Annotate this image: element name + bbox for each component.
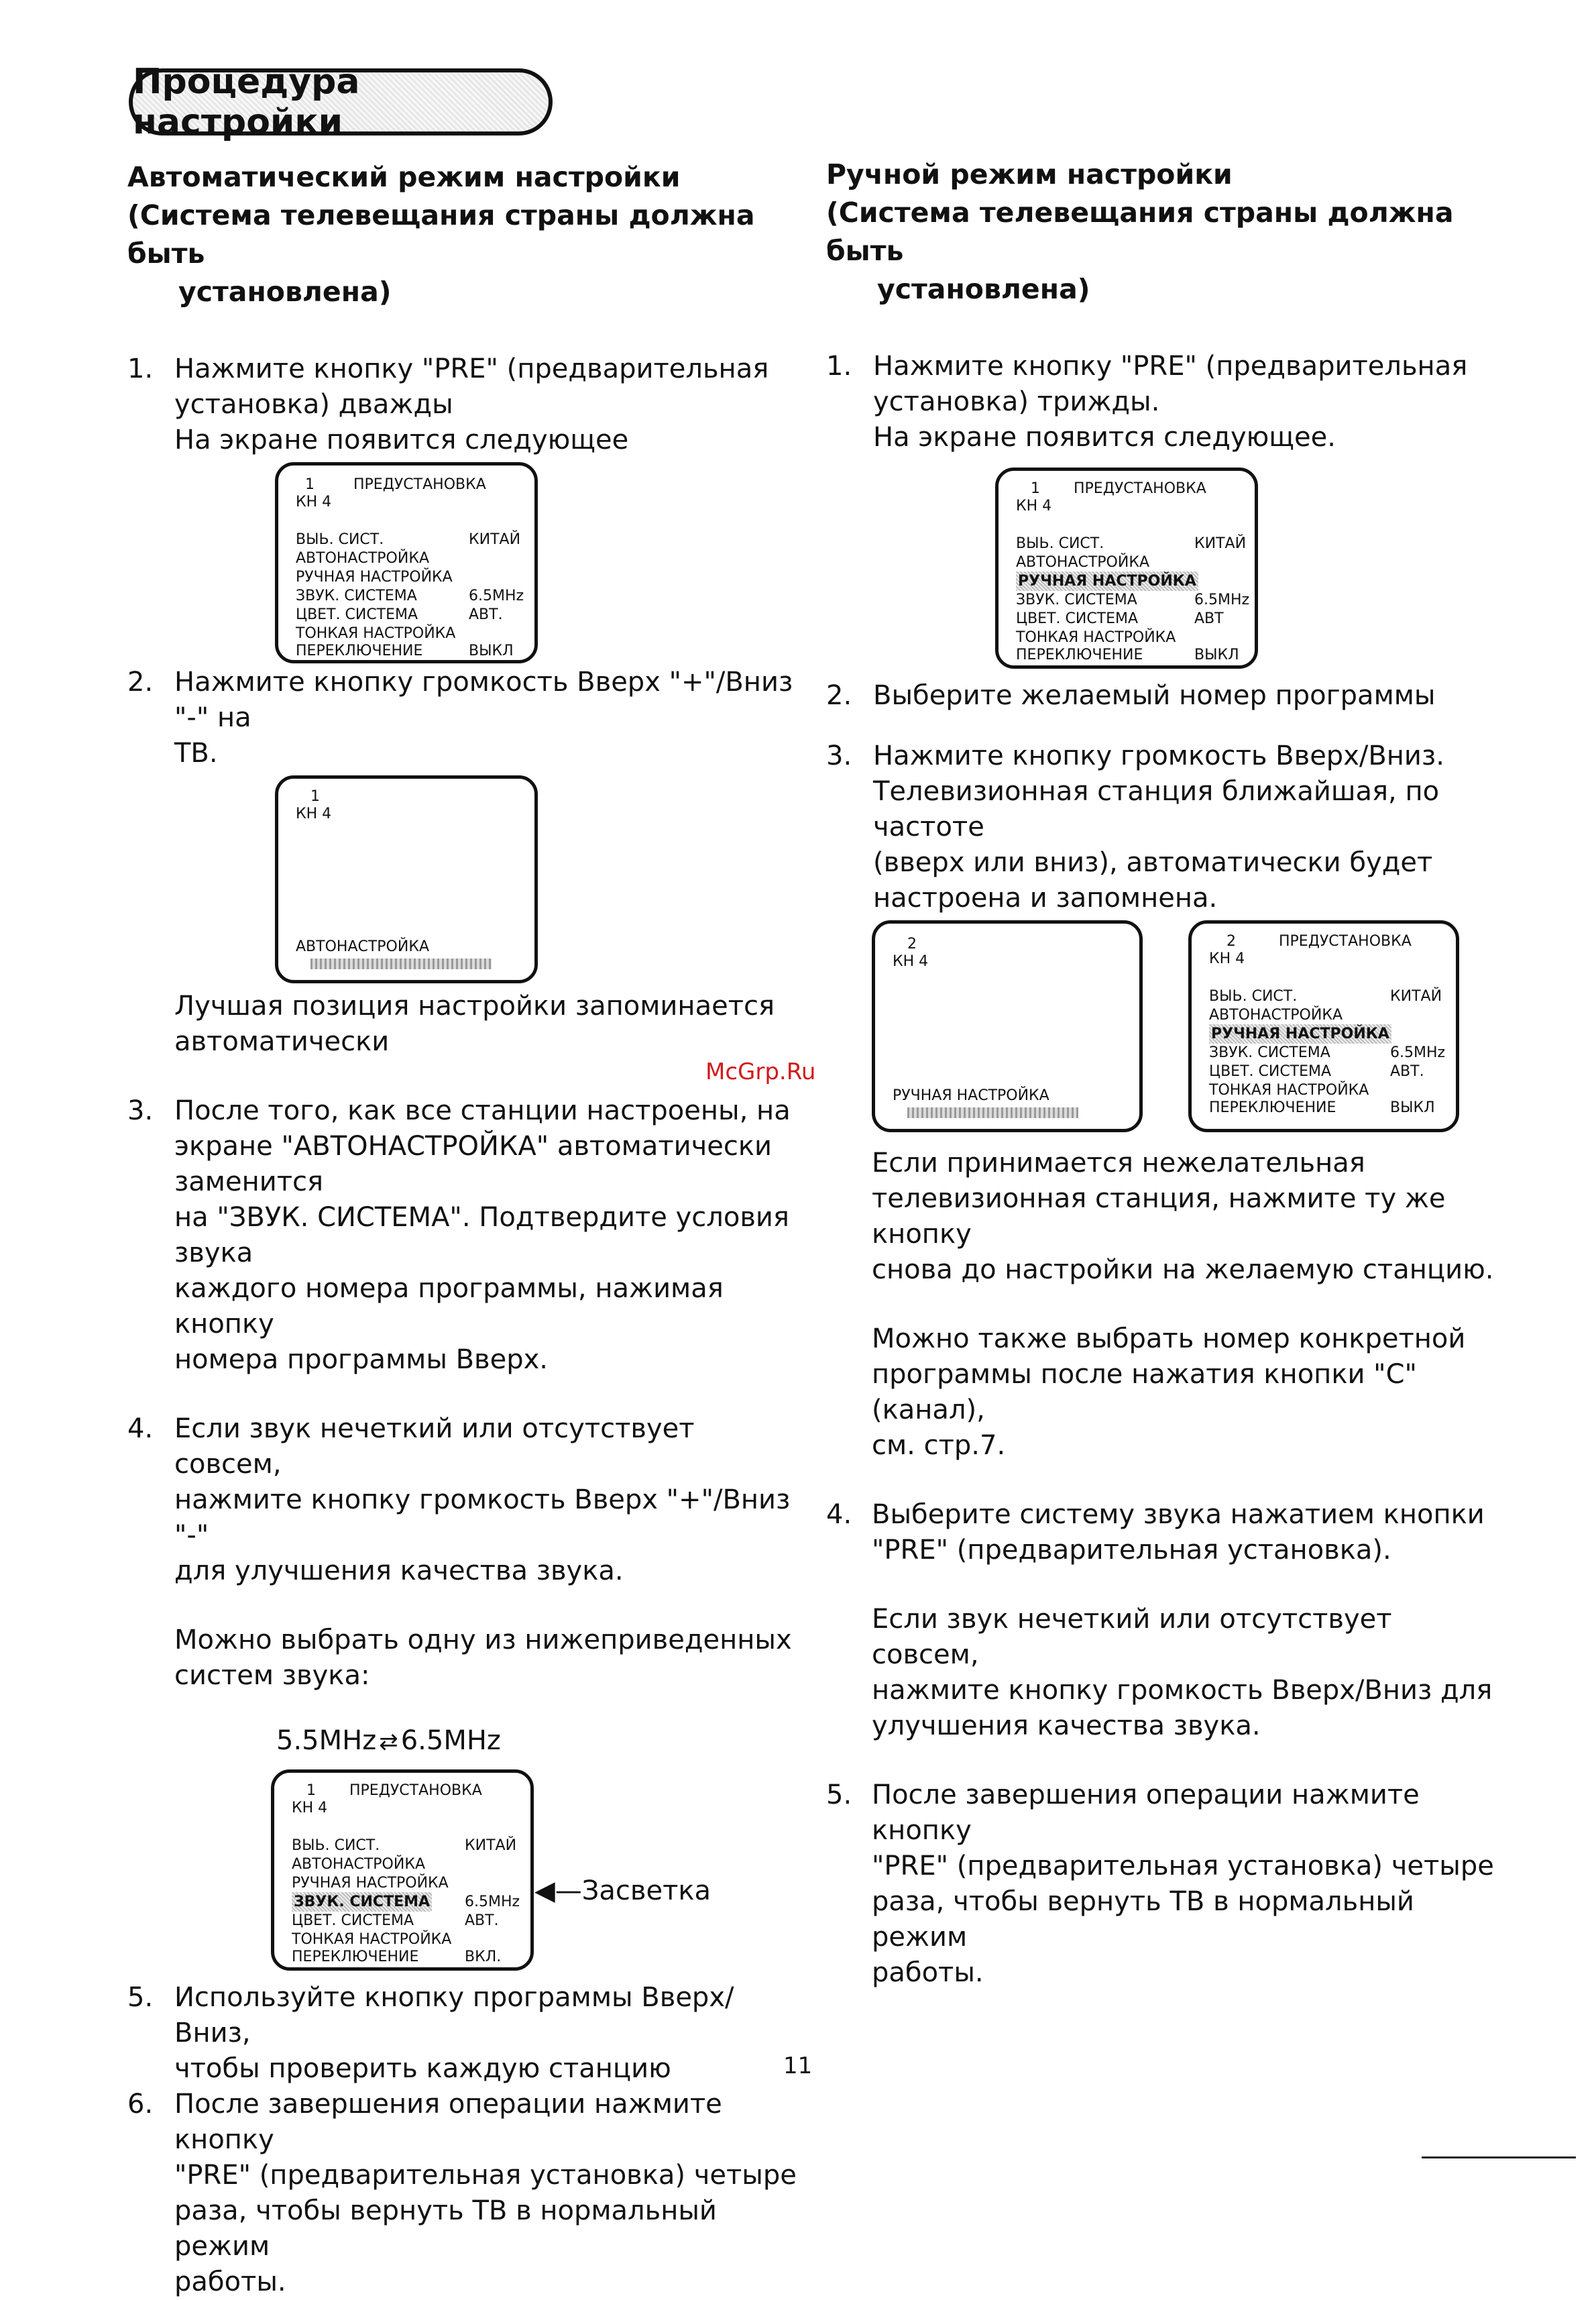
right-step-3 xyxy=(826,738,1503,916)
menu-row-label: ЦВЕТ. СИСТЕМА xyxy=(1209,1063,1332,1080)
menu-row-value: КИТАЙ xyxy=(1194,535,1247,552)
step-text: Нажмите кнопку громкость Вверх "+"/Вниз "-" на xyxy=(174,667,793,733)
step-number: 3. xyxy=(826,741,852,771)
menu-row-label: ВЫЬ. СИСТ. xyxy=(1016,535,1104,552)
left-heading-line: Автоматический режим настройки xyxy=(127,161,681,193)
note-text: см. стр.7. xyxy=(872,1430,1006,1461)
right-step-2 xyxy=(826,678,1503,714)
screen-channel: КН 4 xyxy=(1016,498,1052,514)
menu-row-label: ПЕРЕКЛЮЧЕНИЕ xyxy=(1016,647,1143,663)
right-step-4 xyxy=(826,1497,1503,1568)
menu-row-label: ВЫЬ. СИСТ. xyxy=(296,531,384,548)
left-note-4 xyxy=(127,1623,805,1694)
tv-screen-preset-left-1 xyxy=(275,462,538,663)
menu-row-label: ЦВЕТ. СИСТЕМА xyxy=(292,1912,414,1929)
menu-row-label: АВТОНАСТРОЙКА xyxy=(292,1856,425,1873)
step-number: 3. xyxy=(127,1095,154,1126)
step-number: 5. xyxy=(826,1779,852,1810)
tuning-progress-fill xyxy=(310,959,492,969)
step-number: 1. xyxy=(826,351,852,382)
step-text: установка) дважды xyxy=(174,389,453,420)
menu-row-label: ПЕРЕКЛЮЧЕНИЕ xyxy=(292,1949,419,1965)
step-number: 5. xyxy=(127,1982,154,2013)
menu-row-label: АВТОНАСТРОЙКА xyxy=(1209,1007,1343,1024)
menu-row-label: ТОНКАЯ НАСТРОЙКА xyxy=(1016,629,1176,646)
screen-menu-title: ПРЕДУСТАНОВКА xyxy=(1074,480,1206,497)
menu-row-label: ЦВЕТ. СИСТЕМА xyxy=(296,606,418,623)
menu-row-label: ПЕРЕКЛЮЧЕНИЕ xyxy=(296,643,423,659)
sound-option-a: 5.5MHz xyxy=(276,1725,377,1756)
screen-program-number: 1 xyxy=(310,788,320,805)
left-step-2 xyxy=(127,665,805,771)
menu-row-label: ЦВЕТ. СИСТЕМА xyxy=(1016,610,1139,627)
note-text: систем звука: xyxy=(174,1660,370,1691)
note-text: нажмите кнопку громкость Вверх/Вниз для xyxy=(872,1675,1493,1706)
screen-menu-title: ПРЕДУСТАНОВКА xyxy=(353,476,486,493)
left-note-2 xyxy=(127,989,805,1060)
menu-row-label-highlighted: РУЧНАЯ НАСТРОЙКА xyxy=(1209,1024,1391,1044)
right-column xyxy=(826,156,1503,1991)
step-number: 1. xyxy=(127,353,154,384)
corner-rule xyxy=(1422,2156,1576,2158)
menu-row-label: ТОНКАЯ НАСТРОЙКА xyxy=(296,625,456,642)
menu-row-label: РУЧНАЯ НАСТРОЙКА xyxy=(292,1875,449,1892)
menu-row-label: АВТОНАСТРОЙКА xyxy=(296,550,429,567)
menu-row-value: ВЫКЛ xyxy=(1194,647,1239,663)
menu-row-value: КИТАЙ xyxy=(1390,988,1442,1005)
menu-row-value: КИТАЙ xyxy=(469,531,521,548)
right-note-3b xyxy=(826,1321,1503,1464)
step-text: На экране появится следующее xyxy=(174,425,629,455)
step-number: 2. xyxy=(127,667,154,698)
sound-system-toggle xyxy=(276,1723,805,1760)
screen-program-number: 2 xyxy=(907,936,917,952)
menu-row-label: ЗВУК. СИСТЕМА xyxy=(1209,1044,1330,1061)
menu-row-label-highlighted: ЗВУК. СИСТЕМА xyxy=(292,1892,432,1912)
step-text: "PRE" (предварительная установка) четыре xyxy=(174,2160,797,2191)
right-heading-line: установлена) xyxy=(877,273,1090,305)
note-text: программы после нажатия кнопки "С" (канал), xyxy=(872,1359,1417,1425)
screen-channel: КН 4 xyxy=(1209,950,1245,967)
step-text: "PRE" (предварительная установка) четыре xyxy=(872,1851,1494,1881)
step-text: установка) трижды. xyxy=(873,386,1160,417)
menu-row-value: ВКЛ. xyxy=(465,1949,502,1965)
menu-row-label: ЗВУК. СИСТЕМА xyxy=(296,588,417,604)
swap-arrows-icon: ⇄ xyxy=(379,1729,398,1755)
menu-row-label: ВЫЬ. СИСТ. xyxy=(1209,988,1298,1005)
note-text: Можно выбрать одну из нижеприведенных xyxy=(174,1625,792,1655)
step-text: После завершения операции нажмите кнопку xyxy=(174,2089,722,2155)
screen-channel: КН 4 xyxy=(292,1800,328,1816)
left-step-6 xyxy=(127,2087,805,2300)
screen-program-number: 1 xyxy=(305,476,315,493)
screen-mode-label: АВТОНАСТРОЙКА xyxy=(296,938,429,955)
note-text: Если звук нечеткий или отсутствует совсем, xyxy=(872,1604,1392,1670)
right-heading-line: (Система телевещания страны должна быть xyxy=(826,197,1454,267)
note-text: улучшения качества звука. xyxy=(872,1710,1261,1741)
step-text: (вверх или вниз), автоматически будет xyxy=(873,847,1433,878)
page-number: 11 xyxy=(783,2052,813,2079)
tuning-progress-fill xyxy=(907,1107,1078,1118)
left-step-1 xyxy=(127,351,805,458)
menu-row-label: ЗВУК. СИСТЕМА xyxy=(1016,592,1137,608)
tuning-progress-bar xyxy=(310,959,512,969)
menu-row-value: АВТ. xyxy=(1390,1063,1424,1080)
tuning-progress-bar xyxy=(907,1107,1108,1118)
left-step-3 xyxy=(127,1093,805,1378)
menu-row-value: АВТ. xyxy=(469,606,503,623)
note-text: Можно также выбрать номер конкретной xyxy=(872,1323,1466,1354)
screen-channel: КН 4 xyxy=(893,953,929,970)
left-column xyxy=(127,158,805,2300)
watermark: McGrp.Ru xyxy=(705,1058,816,1085)
step-text: "PRE" (предварительная установка). xyxy=(872,1535,1391,1566)
step-text: Нажмите кнопку "PRE" (предварительная xyxy=(873,351,1468,382)
screen-program-number: 2 xyxy=(1227,933,1236,950)
step-text: для улучшения качества звука. xyxy=(174,1555,624,1586)
right-screens-row xyxy=(826,920,1503,1142)
screen-channel: КН 4 xyxy=(296,494,332,510)
menu-row-label: ТОНКАЯ НАСТРОЙКА xyxy=(1209,1082,1369,1099)
screen-menu-title: ПРЕДУСТАНОВКА xyxy=(349,1782,482,1799)
menu-row-value: 6.5MHz xyxy=(1390,1044,1446,1061)
tv-screen-sound-highlight xyxy=(271,1769,711,1971)
step-number: 2. xyxy=(826,680,852,711)
step-text: номера программы Вверх. xyxy=(174,1344,549,1375)
step-text: на "ЗВУК. СИСТЕМА". Подтвердите условия звука xyxy=(174,1202,789,1268)
step-text: каждого номера программы, нажимая кнопку xyxy=(174,1273,724,1339)
step-text: работы. xyxy=(174,2266,286,2297)
step-text: Выберите желаемый номер программы xyxy=(873,680,1436,711)
screen-program-number: 1 xyxy=(1031,480,1040,497)
right-heading-line: Ручной режим настройки xyxy=(826,158,1233,190)
menu-row-label: АВТОНАСТРОЙКА xyxy=(1016,554,1149,571)
step-text: чтобы проверить каждую станцию xyxy=(174,2053,671,2084)
right-note-4 xyxy=(826,1602,1503,1744)
page-title xyxy=(129,62,553,142)
menu-row-value: 6.5MHz xyxy=(465,1894,520,1910)
tv-screen-preset-right-2 xyxy=(1188,920,1459,1132)
screen-mode-label: РУЧНАЯ НАСТРОЙКА xyxy=(893,1087,1049,1104)
step-text: работы. xyxy=(872,1957,984,1988)
tv-screen-autotune xyxy=(275,775,538,983)
step-text: раза, чтобы вернуть ТВ в нормальный режим xyxy=(174,2195,717,2262)
left-heading-line: (Система телевещания страны должна быть xyxy=(127,199,755,270)
step-text: Выберите систему звука нажатием кнопки xyxy=(872,1499,1485,1530)
note-text: Лучшая позиция настройки запоминается xyxy=(174,991,775,1022)
tv-screen-manual-tune xyxy=(872,920,1143,1132)
step-text: Нажмите кнопку "PRE" (предварительная xyxy=(174,353,769,384)
page-title-text: Процедура настройки xyxy=(133,62,360,142)
step-number: 4. xyxy=(127,1413,154,1444)
menu-row-label: РУЧНАЯ НАСТРОЙКА xyxy=(296,569,453,586)
menu-row-value: 6.5MHz xyxy=(469,588,524,604)
left-heading xyxy=(127,158,805,311)
menu-row-label: ПЕРЕКЛЮЧЕНИЕ xyxy=(1209,1099,1336,1116)
note-text: снова до настройки на желаемую станцию. xyxy=(872,1254,1494,1285)
arrow-left-icon: ◀— xyxy=(534,1875,582,1906)
menu-row-value: АВТ xyxy=(1194,610,1224,627)
highlight-callout xyxy=(534,1875,711,1906)
menu-row-value: ВЫКЛ xyxy=(469,643,514,659)
left-step-5 xyxy=(127,1980,805,2087)
step-number: 6. xyxy=(127,2089,154,2120)
menu-row-value: АВТ. xyxy=(465,1912,499,1929)
left-heading-line: установлена) xyxy=(178,276,392,308)
step-number: 4. xyxy=(826,1499,852,1530)
right-step-1 xyxy=(826,349,1503,455)
step-text: На экране появится следующее. xyxy=(873,422,1336,453)
screen-menu-title: ПРЕДУСТАНОВКА xyxy=(1279,933,1412,950)
sound-option-b: 6.5MHz xyxy=(400,1725,501,1756)
right-note-3a xyxy=(826,1146,1503,1288)
menu-row-label: ТОНКАЯ НАСТРОЙКА xyxy=(292,1931,452,1948)
step-text: Если звук нечеткий или отсутствует совсем, xyxy=(174,1413,695,1480)
highlight-callout-text: Засветка xyxy=(581,1875,711,1906)
note-text: Если принимается нежелательная xyxy=(872,1148,1365,1179)
step-text: Нажмите кнопку громкость Вверх/Вниз. xyxy=(873,741,1444,771)
menu-row-value: ВЫКЛ xyxy=(1390,1099,1435,1116)
right-heading xyxy=(826,156,1503,309)
step-text: экране "АВТОНАСТРОЙКА" автоматически заменится xyxy=(174,1131,773,1197)
menu-row-value: КИТАЙ xyxy=(465,1837,517,1854)
screen-channel: КН 4 xyxy=(296,806,332,822)
step-text: Телевизионная станция ближайшая, по частоте xyxy=(873,776,1440,842)
step-text: настроена и запомнена. xyxy=(873,883,1218,914)
right-step-5 xyxy=(826,1777,1503,1991)
step-text: нажмите кнопку громкость Вверх "+"/Вниз "-" xyxy=(174,1484,791,1551)
step-text: После того, как все станции настроены, на xyxy=(174,1095,791,1126)
step-text: раза, чтобы вернуть ТВ в нормальный режим xyxy=(872,1886,1414,1953)
step-text: Используйте кнопку программы Вверх/Вниз, xyxy=(174,1982,734,2048)
note-text: автоматически xyxy=(174,1026,390,1057)
screen-program-number: 1 xyxy=(306,1782,316,1799)
note-text: телевизионная станция, нажмите ту же кнопку xyxy=(872,1183,1446,1250)
menu-row-label-highlighted: РУЧНАЯ НАСТРОЙКА xyxy=(1016,571,1198,591)
step-text: После завершения операции нажмите кнопку xyxy=(872,1779,1420,1846)
tv-screen-preset-right-1 xyxy=(995,468,1258,669)
left-step-4 xyxy=(127,1411,805,1589)
step-text: ТВ. xyxy=(174,738,218,769)
menu-row-label: ВЫЬ. СИСТ. xyxy=(292,1837,380,1854)
menu-row-value: 6.5MHz xyxy=(1194,592,1250,608)
